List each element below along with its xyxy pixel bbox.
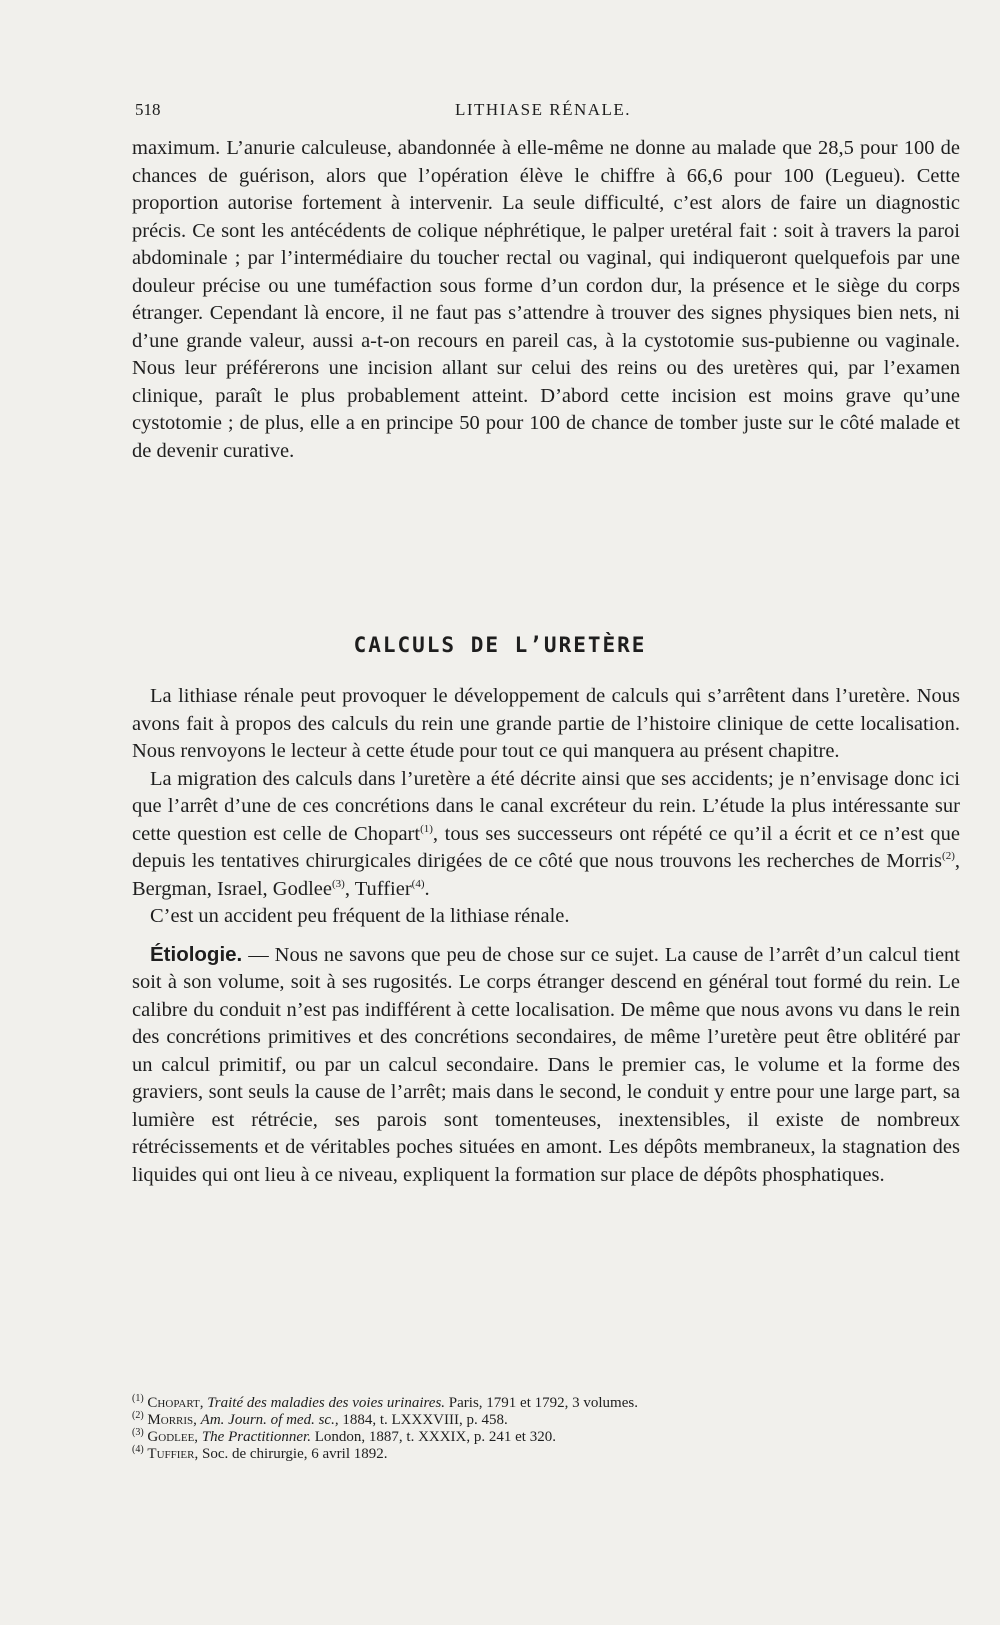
text-run: — Nous ne savons que peu de chose sur ce sujet. La cause de l’arrêt d’un calcul tient soit à son volume, soit à ses rugosités. Le corps étranger descend en général tout formé du rein. Le calibre du conduit n’est pas indifférent à cette localisation. De même que nous avons vu dans le rein des concrétions primitives et des concrétions secondaires, de même l’uretère peut être oblitéré par un calcul primitif, ou par un calcul secondaire. Dans le premier cas, le volume et la forme des graviers, sont seuls la cause de l’arrêt; mais dans le second, le conduit y entre pour une large part, sa lumière est rétrécie, ses parois sont tomenteuses, inextensibles, il existe de nombreux rétrécissements et de véritables poches situées en amont. Les dépôts membraneux, la stagnation des liquides qui ont lieu à ce niveau, expliquent la formation sur place de dépôts phosphatiques. [132,943,960,1186]
page-header [135,100,955,124]
footnote-rest: 1884, t. LXXXVIII, p. 458. [342,1412,508,1428]
footnote-ref: (2) [942,850,955,863]
footnote-mark: (3) [132,1427,144,1438]
footnotes [132,1395,932,1463]
run-in-heading: Étiologie. [150,942,243,966]
paragraph: C’est un accident peu fréquent de la lithiase rénale. [150,905,570,927]
footnote-author: Chopart, [147,1395,204,1411]
text-run: La migration des calculs dans l’uretère a été décrite ainsi que ses accidents; je n’envisage donc ici que l’arrêt d’une de ces concrétions dans le canal excréteur du rein. L’étude la plus intéressante sur cette question est celle de Chopart [132,767,960,845]
footnote-mark: (4) [132,1444,144,1455]
text-run: . [424,877,430,900]
page-number: 518 [135,100,161,119]
footnote-ref: (3) [332,877,345,890]
text-run: , tous ses successeurs ont répété ce qu’il a écrit et ce n’est que depuis les tentatives chirurgicales dirigées de ce côté que nous trouvons les recherches de Morris [132,822,960,872]
footnote [132,1395,932,1412]
paragraph: maximum. L’anurie calculeuse, abandonnée à elle-même ne donne au malade que 28,5 pour 100 de chances de guérison, alors que l’opération élève le chiffre à 66,6 pour 100 (Legueu). Cette proportion autorise fortement à intervenir. La seule difficulté, c’est alors de faire un diagnostic précis. Ce sont les antécédents de colique néphrétique, le palper uretéral fait : soit à travers la paroi abdominale ; par l’intermédiaire du toucher rectal ou vaginal, qui indiqueront quelquefois par une douleur précise ou une tuméfaction sous forme d’un cordon dur, la présence et le siège du corps étranger. Cependant là encore, il ne faut pas s’attendre à trouver des signes physiques bien nets, ni d’une grande valeur, aussi a-t-on recours en pareil cas, à la cystotomie sus-pubienne ou vaginale. Nous leur préférerons une incision allant sur celui des reins ou des uretères qui, par l’examen clinique, paraît le plus probablement atteint. D’abord cette incision est moins grave qu’une cystotomie ; de plus, elle a en principe 50 pour 100 de chance de tomber juste sur le côté malade et de devenir curative. [132,137,960,462]
footnote-title: The Practitionner. [201,1429,311,1445]
footnote-mark: (2) [132,1410,144,1421]
text-run: , Tuffier [344,877,412,900]
footnote-title: Am. Journ. of med. sc., [200,1412,339,1428]
continuation-paragraph [132,135,960,465]
footnote-ref: (4) [411,877,425,890]
footnote-author: Godlee, [147,1429,199,1445]
footnote [132,1429,932,1446]
footnote-author: Tuffier, [147,1446,199,1462]
running-title: LITHIASE RÉNALE. [455,100,632,119]
footnote-ref: (1) [420,822,433,835]
paragraph [132,766,960,904]
footnote [132,1412,932,1429]
footnote [132,1446,932,1463]
footnote-title: Traité des maladies des voies urinaires. [207,1395,446,1411]
text-run: , Bergman, Israel, Godlee [132,850,960,900]
footnote-author: Morris, [147,1412,197,1428]
paragraph [132,941,960,1190]
section-title: CALCULS DE L’URETÈRE [353,633,647,657]
footnote-rest: Paris, 1791 et 1792, 3 volumes. [448,1395,638,1411]
section-body [132,683,960,1189]
footnote-rest: London, 1887, t. XXXIX, p. 241 et 320. [314,1429,556,1445]
footnote-mark: (1) [132,1393,144,1404]
footnote-rest: Soc. de chirurgie, 6 avril 1892. [201,1446,388,1462]
paragraph: La lithiase rénale peut provoquer le développement de calculs qui s’arrêtent dans l’uretère. Nous avons fait à propos des calculs du rein une grande partie de l’histoire clinique de cette localisation. Nous renvoyons le lecteur à cette étude pour tout ce qui manquera au présent chapitre. [132,685,960,762]
